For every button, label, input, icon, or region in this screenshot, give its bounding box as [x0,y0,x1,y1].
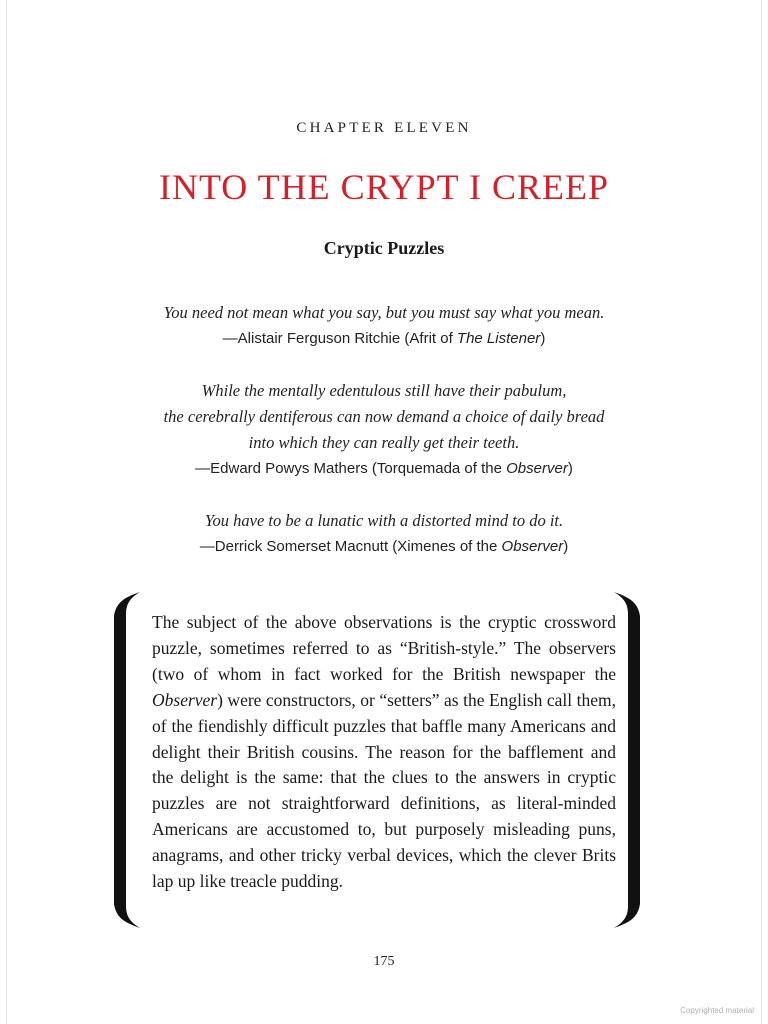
newspaper-name: Observer [152,689,218,710]
publication-title: Observer [501,538,564,555]
publication-title: Observer [506,460,568,477]
epigraph-2 [0,378,768,482]
epigraph-3 [0,508,768,560]
epigraph-attribution: —Edward Powys Mathers (Torquemada of the Observer) [195,460,573,477]
epigraph-1 [0,300,768,352]
epigraph-attribution: —Alistair Ferguson Ritchie (Afrit of The Listener) [222,330,546,347]
copyright-watermark: Copyrighted material [680,1006,754,1015]
epigraph-quote: You have to be a lunatic with a distorted mind to do it. [204,511,564,530]
epigraph-attribution: —Derrick Somerset Macnutt (Ximenes of the Observer) [199,538,569,555]
epigraph-quote-line: the cerebrally dentiferous can now demand a choice of daily bread [163,407,605,426]
left-bracket-ornament [100,590,144,930]
page-number: 175 [373,954,395,969]
body-paragraph: The subject of the above observations is the cryptic crossword puzzle, sometimes referred to as “British-style.” The observers (two of whom in fact worked for the British newspaper the Observer) were constructors, or “setters” as the English call them, of the fiendishly difficult puzzles that baffle many Americans and delight their British cousins. The reason for the bafflement and the delight is the same: that the clues to the answers in cryptic puzzles are not straightforward definitions, as literal-minded Americans are accustomed to, but purposely misleading puns, anagrams, and other tricky verbal devices, which the clever Brits lap up like treacle pudding. [152,612,616,892]
section-title: Cryptic Puzzles [323,238,445,258]
right-bracket-ornament [610,590,654,930]
publication-title: The Listener [456,330,541,347]
epigraph-quote-line: While the mentally edentulous still have their pabulum, [201,381,567,400]
epigraph-quote-line: into which they can really get their teeth. [248,433,520,452]
chapter-title: INTO THE CRYPT I CREEP [158,167,610,207]
chapter-label: CHAPTER ELEVEN [296,120,472,136]
epigraph-quote: You need not mean what you say, but you must say what you mean. [163,303,605,322]
